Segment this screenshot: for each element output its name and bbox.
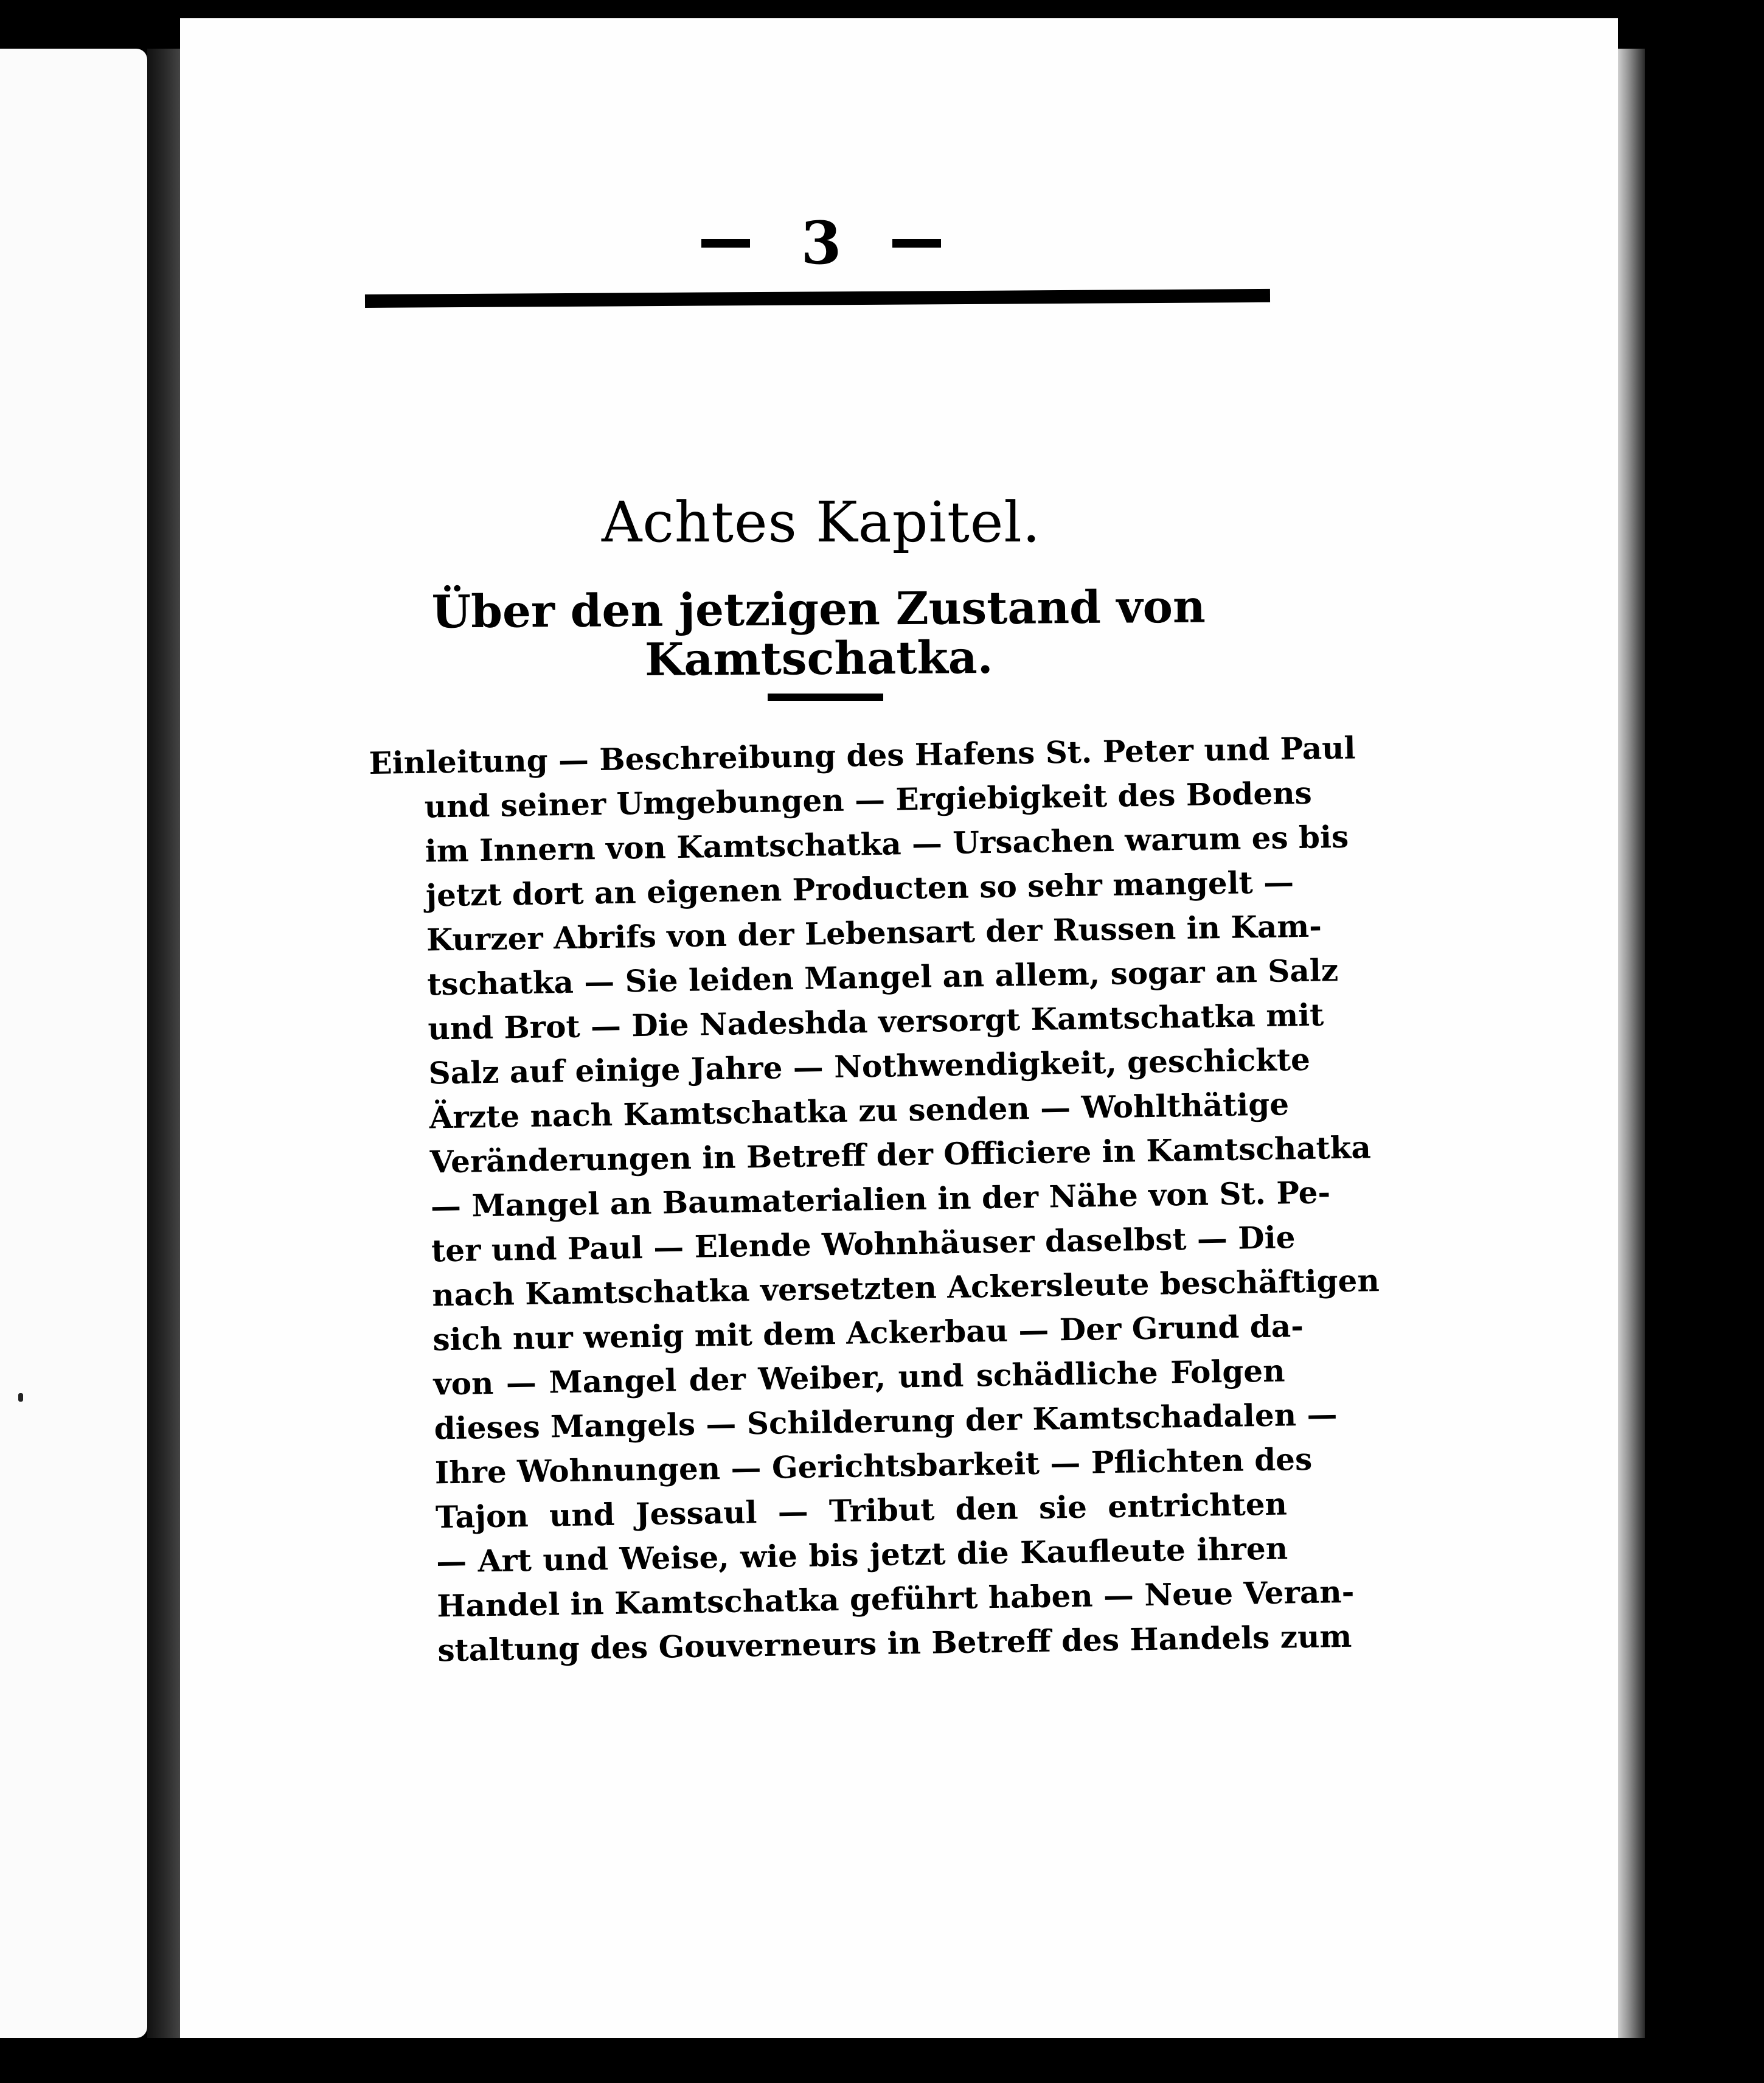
summary-line: staltung des Gouverneurs in Betreff des Handels zum <box>437 1618 1352 1669</box>
chapter-subtitle: Über den jetzigen Zustand von Kamtschatka. <box>431 580 1206 687</box>
summary-line: Ihre Wohnungen — Gerichtsbarkeit — Pflichten des <box>434 1441 1313 1491</box>
title-divider <box>768 694 883 701</box>
summary-line: Veränderungen in Betreff der Officiere in Kamtschatka <box>429 1129 1372 1180</box>
summary-line: sich nur wenig mit dem Ackerbau — Der Grund da- <box>432 1307 1304 1358</box>
summary-line: — Mangel an Baumaterialien in der Nähe von St. Pe- <box>430 1174 1331 1225</box>
summary-line: und seiner Umgebungen — Ergiebigkeit des Bodens <box>424 774 1313 825</box>
summary-line: ter und Paul — Elende Wohnhäuser daselbst — Die <box>431 1219 1296 1269</box>
summary-line: Handel in Kamtschatka geführt haben — Neue Veran- <box>436 1573 1355 1624</box>
chapter-title: Achtes Kapitel. <box>601 490 1041 555</box>
page-number: 3 <box>800 209 842 277</box>
summary-line: Kurzer Abrifs von der Lebensart der Russen in Kam- <box>426 908 1322 958</box>
summary-line: tschatka — Sie leiden Mangel an allem, sogar an Salz <box>426 952 1339 1003</box>
chapter-summary <box>369 726 1380 1674</box>
binding-gutter <box>147 49 180 2038</box>
page-edge <box>1618 49 1645 2038</box>
summary-line: Ärzte nach Kamtschatka zu senden — Wohlthätige <box>429 1086 1290 1136</box>
left-page <box>0 49 147 2038</box>
summary-line: Tajon und Jessaul — Tribut den sie entrichten <box>435 1486 1288 1535</box>
summary-line: im Innern von Kamtschatka — Ursachen warum es bis <box>425 818 1349 869</box>
summary-line: Salz auf einige Jahre — Nothwendigkeit, geschickte <box>428 1041 1311 1091</box>
summary-line: von — Mangel der Weiber, und schädliche Folgen <box>433 1352 1285 1402</box>
folio-dash-right <box>892 239 941 248</box>
summary-line: nach Kamtschatka versetzten Ackersleute beschäftigen <box>431 1262 1380 1313</box>
folio-dash-left <box>701 239 750 248</box>
page-number-header <box>687 207 955 280</box>
left-page-speck <box>18 1393 23 1402</box>
summary-line: und Brot — Die Nadeshda versorgt Kamtschatka mit <box>427 996 1324 1047</box>
summary-line: — Art und Weise, wie bis jetzt die Kaufleute ihren <box>436 1530 1288 1580</box>
summary-line: Einleitung — Beschreibung des Hafens St. Peter und Paul <box>369 729 1356 781</box>
summary-line: jetzt dort an eigenen Producten so sehr mangelt — <box>425 864 1294 914</box>
summary-line: dieses Mangels — Schilderung der Kamtschadalen — <box>434 1396 1338 1447</box>
